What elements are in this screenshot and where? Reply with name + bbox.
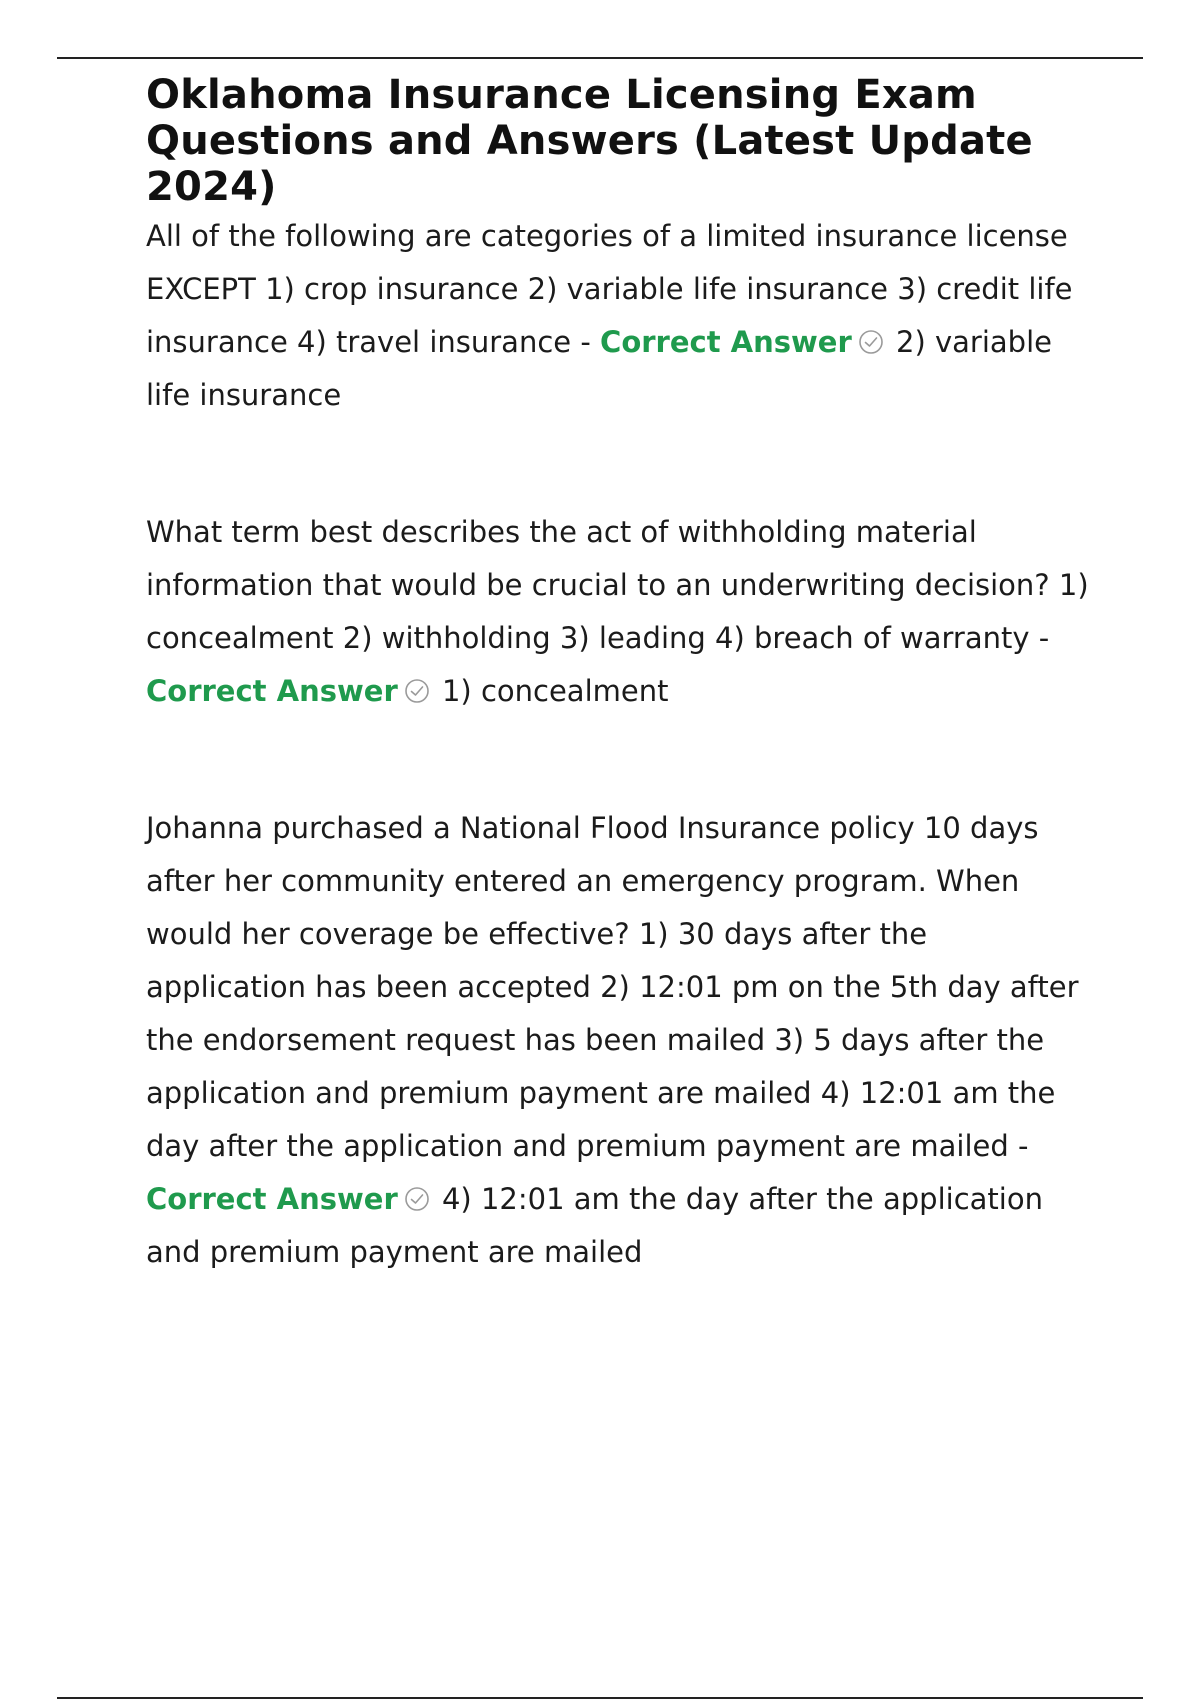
top-rule (57, 57, 1143, 59)
correct-answer-label: Correct Answer (600, 325, 852, 359)
correct-answer-label: Correct Answer (146, 674, 398, 708)
qa-item (146, 506, 1096, 718)
document-body (146, 72, 1096, 1279)
check-circle-icon (858, 329, 884, 355)
question-text: What term best describes the act of withholding material information that would be crucial to an underwriting decision? 1) concealment 2) withholding 3) leading 4) breach of warranty - (146, 515, 1089, 655)
check-circle-icon (404, 678, 430, 704)
answer-text: 4) 12:01 am the day after the application and premium payment are mailed (146, 1182, 1043, 1269)
page-title: Oklahoma Insurance Licensing Exam Questions and Answers (Latest Update 2024) (146, 72, 1033, 210)
correct-answer-label: Correct Answer (146, 1182, 398, 1216)
check-circle-icon (404, 1186, 430, 1212)
question-text: All of the following are categories of a limited insurance license EXCEPT 1) crop insurance 2) variable life insurance 3) credit life insurance 4) travel insurance - (146, 219, 1073, 359)
question-text: Johanna purchased a National Flood Insurance policy 10 days after her community entered an emergency program. When would her coverage be effective? 1) 30 days after the application has been accepted 2) 12:01 pm on the 5th day after the endorsement request has been mailed 3) 5 days after the application and premium payment are mailed 4) 12:01 am the day after the application and premium payment are mailed - (146, 811, 1079, 1163)
answer-text: 2) variable life insurance (146, 325, 1052, 412)
qa-item (146, 802, 1096, 1279)
qa-item (146, 210, 1096, 422)
answer-text: 1) concealment (441, 674, 669, 708)
bottom-rule (57, 1697, 1143, 1699)
